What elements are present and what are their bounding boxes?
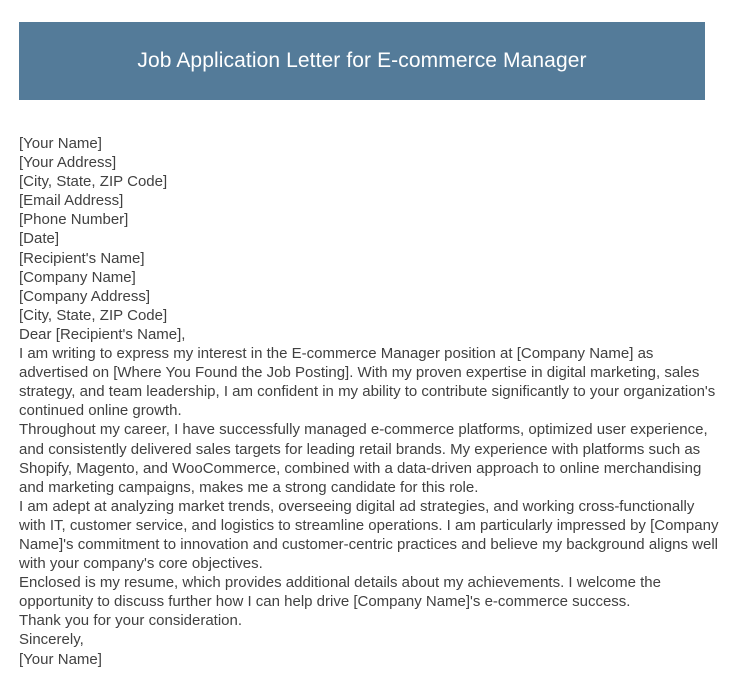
letter-header-banner [19,22,705,100]
salutation: Dear [Recipient's Name], [19,325,186,343]
body-paragraph-1: I am writing to express my interest in the E-commerce Manager position at [Company Name] as advertised on [Where You Found the Job Posting]. With my proven expertise in digital marketing, sales strategy, and team leadership, I am confident in my ability to contribute significantly to your organization's continued online growth. [19,345,716,420]
page-title: Job Application Letter for E-commerce Manager [137,49,587,73]
recipient-line-name: [Recipient's Name] [19,249,145,267]
sender-address-block [19,134,724,249]
sender-line-phone: [Phone Number] [19,211,129,229]
recipient-line-company-address: [Company Address] [19,287,150,305]
recipient-address-block [19,249,724,325]
sender-line-address: [Your Address] [19,154,117,172]
valediction: Sincerely, [19,631,84,649]
body-paragraph-3: I am adept at analyzing market trends, overseeing digital ad strategies, and working cross-functionally with IT, customer service, and logistics to streamline operations. I am particularly impressed by [Company Name]'s commitment to innovation and customer-centric practices and believe my background aligns well with your company's core objectives. [19,497,719,573]
sender-line-date: [Date] [19,230,60,248]
letter-body [19,134,724,669]
sender-line-city: [City, State, ZIP Code] [19,173,168,191]
closing-block [19,630,724,668]
recipient-line-company: [Company Name] [19,268,136,286]
recipient-line-city: [City, State, ZIP Code] [19,306,168,324]
body-paragraph-2: Throughout my career, I have successfully managed e-commerce platforms, optimized user experience, and consistently delivered sales targets for leading retail brands. My experience with platforms such as Shopify, Magento, and WooCommerce, combined with a data-driven approach to online merchandising and marketing campaigns, makes me a strong candidate for this role. [19,421,708,496]
body-paragraph-4: Enclosed is my resume, which provides additional details about my achievements. I welcome the opportunity to discuss further how I can help drive [Company Name]'s e-commerce success. [19,574,661,611]
sender-line-name: [Your Name] [19,135,102,152]
signature-name: [Your Name] [19,650,102,668]
sender-line-email: [Email Address] [19,192,124,210]
thank-you-line: Thank you for your consideration. [19,612,243,630]
